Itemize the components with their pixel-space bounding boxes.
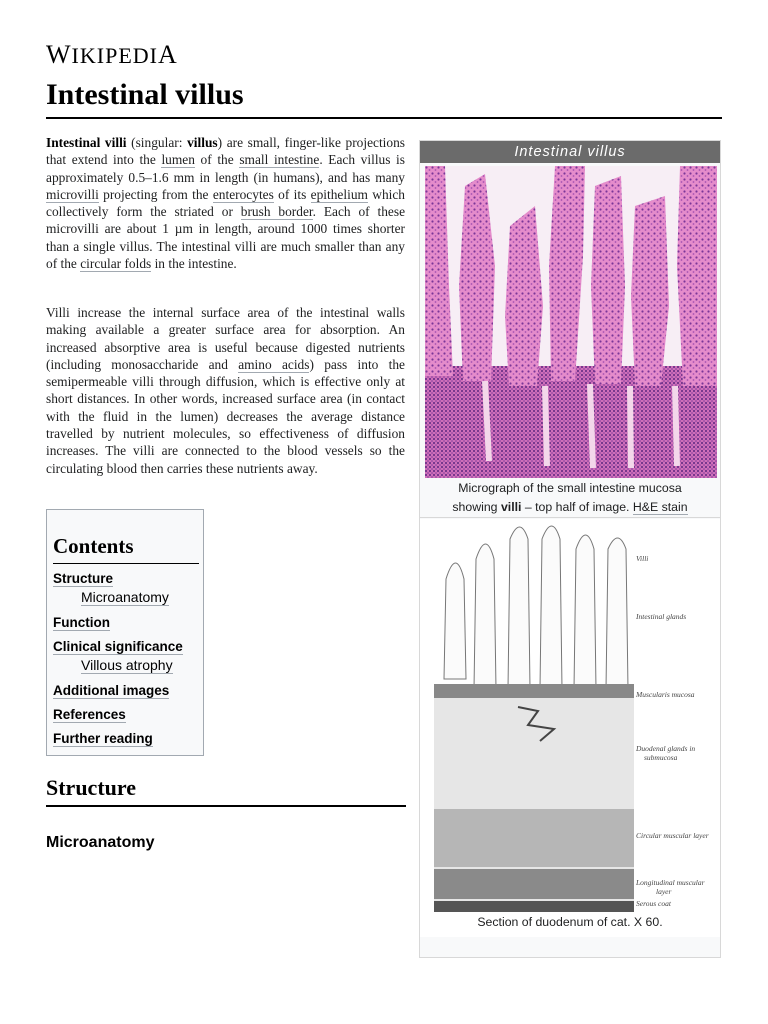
subsection-heading-microanatomy: Microanatomy	[46, 834, 155, 851]
infobox-title: Intestinal villus	[420, 141, 720, 163]
toc-item[interactable]	[81, 589, 169, 605]
toc-item-label: Structure	[53, 571, 114, 586]
toc-item[interactable]	[53, 707, 126, 722]
bold-term: villus	[187, 135, 218, 150]
text-run: of its	[273, 186, 311, 202]
toc-item[interactable]	[53, 731, 153, 746]
caption-mid: – top half of image.	[521, 500, 633, 514]
toc-item-label: Additional images	[53, 683, 170, 698]
article-link[interactable]: circular folds	[80, 256, 152, 272]
duodenum-section-drawing[interactable]	[428, 519, 710, 912]
duodenum-drawing-svg	[428, 519, 710, 912]
toc-item[interactable]	[53, 571, 113, 586]
toc-item-label: Further reading	[53, 731, 153, 746]
sketch-panel	[420, 519, 720, 937]
text-run: which collectively form the striated or	[46, 186, 405, 220]
wikipedia-logo[interactable]: WIKIPEDIA	[46, 40, 178, 69]
toc-item-label: Function	[53, 615, 110, 630]
article-link[interactable]: small intestine	[239, 152, 320, 168]
toc-divider	[53, 563, 199, 564]
section-divider	[46, 805, 406, 807]
text-run: ) pass into the semipermeable villi through diffusion, which is effective only at short distances. In other words, increased surface area (in contact with the fluid in the lumen) decreases the average distance travelled by nutrient molecules, so effectiveness of diffusion increases. The villi are connected to the blood vessels so the circulating blood then carries these nutrients away.	[46, 356, 405, 476]
text-run: ) are small, finger-like projections that extend into the	[46, 135, 406, 168]
micrograph-caption	[420, 479, 720, 517]
he-stain-link[interactable]: H&E stain	[632, 500, 688, 514]
text-run: in the intestine.	[151, 256, 237, 272]
caption-villi-bold: villi	[500, 500, 522, 514]
text-run: . Each of these microvilli are about 1 µm in length, around 1000 times shorter than a single villus. The intestinal villi are much smaller than any of the	[46, 204, 406, 272]
intro-paragraph-2	[46, 304, 405, 477]
toc-item[interactable]	[81, 657, 173, 673]
label-villi: Villi	[636, 554, 649, 563]
article-link[interactable]: amino acids	[238, 356, 310, 372]
toc-item-label: Microanatomy	[81, 589, 169, 605]
toc-item-label: Villous atrophy	[81, 657, 173, 673]
label-longitudinal-1: Longitudinal muscular	[636, 878, 705, 887]
micrograph-svg	[425, 166, 717, 478]
micrograph-image[interactable]	[425, 166, 717, 478]
text-run: projecting from the	[98, 186, 213, 202]
article-link[interactable]: lumen	[161, 152, 195, 168]
section-heading-structure: Structure	[46, 775, 137, 800]
title-divider	[46, 117, 722, 119]
table-of-contents	[46, 509, 204, 756]
text-run: (singular:	[126, 135, 188, 150]
label-muscularis-mucosa: Muscularis mucosa	[636, 690, 695, 699]
text-run: . Each villus is approximately 0.5–1.6 mm in length (in humans), and has many	[46, 152, 405, 185]
label-circular-muscular: Circular muscular layer	[636, 831, 709, 840]
article-link[interactable]: enterocytes	[212, 186, 274, 202]
label-serous-coat: Serous coat	[636, 899, 671, 908]
page-title: Intestinal villus	[46, 78, 244, 111]
label-duodenal-glands-2: submucosa	[644, 753, 678, 762]
label-duodenal-glands-1: Duodenal glands in	[636, 744, 696, 753]
toc-item[interactable]	[53, 683, 169, 698]
toc-item-label: References	[53, 707, 126, 722]
article-link[interactable]: epithelium	[310, 186, 368, 202]
caption-pre: showing	[452, 500, 501, 514]
text-run: of the	[194, 152, 240, 168]
label-longitudinal-2: layer	[656, 887, 672, 896]
drawing-caption: Section of duodenum of cat. X 60.	[477, 915, 663, 929]
label-intestinal-glands: Intestinal glands	[636, 612, 687, 621]
intro-paragraph-1	[46, 134, 405, 272]
article-link[interactable]: microvilli	[46, 186, 99, 202]
article-link[interactable]: brush border	[240, 204, 313, 220]
text-run: Villi increase the internal surface area of the intestinal walls making available a greater surface area for absorption. An increased absorptive area is useful because digested nutrients (including monosaccharide and	[46, 305, 405, 372]
bold-term: Intestinal villi	[46, 135, 127, 150]
toc-item[interactable]	[53, 639, 183, 654]
caption-line-1: Micrograph of the small intestine mucosa	[458, 481, 682, 495]
toc-item-label: Clinical significance	[53, 639, 183, 654]
toc-title: Contents	[53, 534, 134, 558]
infobox-divider	[420, 517, 720, 518]
infobox	[419, 140, 721, 958]
toc-item[interactable]	[53, 615, 110, 630]
